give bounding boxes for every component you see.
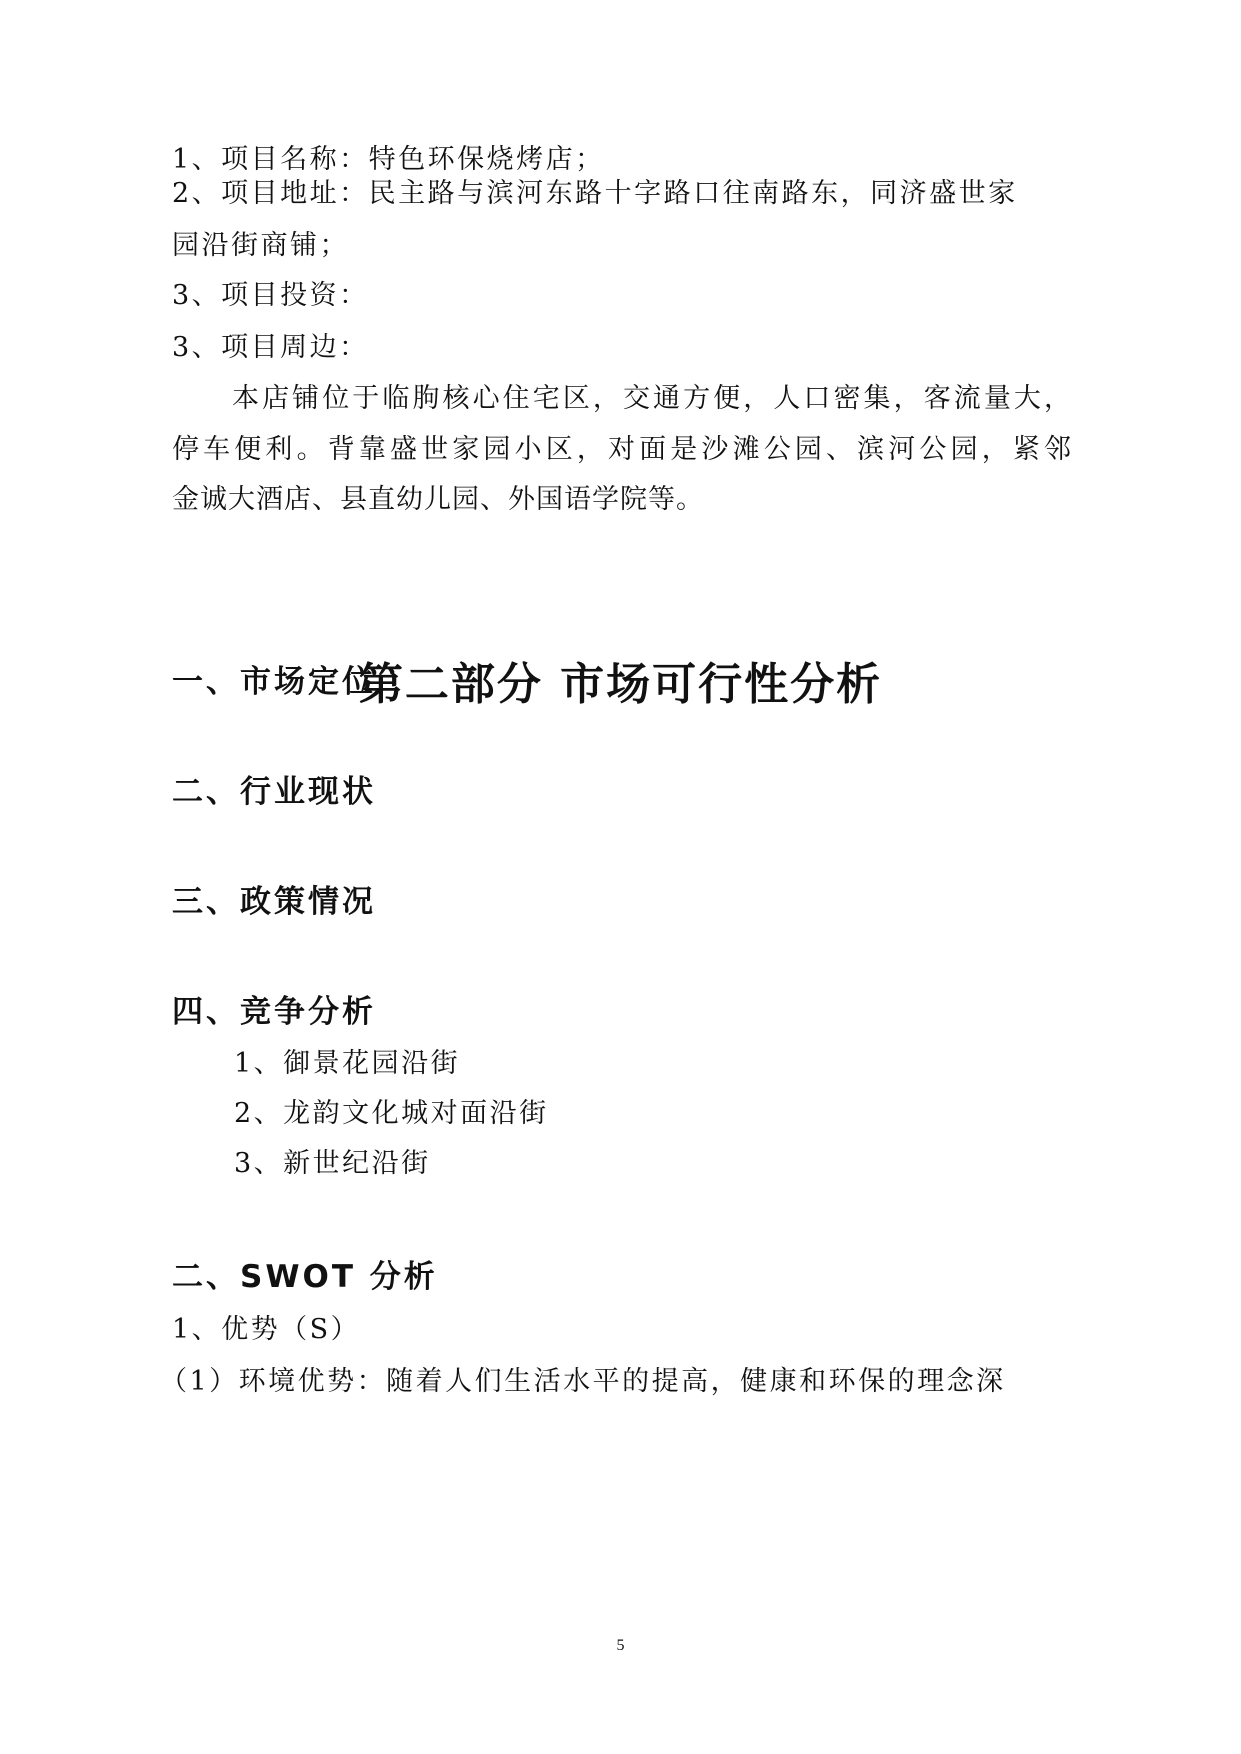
surroundings-paragraph-line-2: 停车便利。背靠盛世家园小区，对面是沙滩公园、滨河公园，紧邻 xyxy=(172,434,1072,465)
competition-item-3: 3、新世纪沿街 xyxy=(234,1148,431,1179)
competition-item-2: 2、龙韵文化城对面沿街 xyxy=(234,1098,549,1129)
strength-item-1: （1）环境优势：随着人们生活水平的提高，健康和环保的理念深 xyxy=(160,1366,1006,1397)
strength-heading: 1、优势（S） xyxy=(172,1314,361,1345)
heading-market-position: 一、市场定位 xyxy=(172,664,376,700)
surroundings-paragraph-line-1: 本店铺位于临朐核心住宅区，交通方便，人口密集，客流量大， xyxy=(232,383,1072,414)
project-address-line-2: 园沿街商铺； xyxy=(172,230,349,261)
competition-item-1: 1、御景花园沿街 xyxy=(234,1048,461,1079)
page-number: 5 xyxy=(616,1637,625,1654)
heading-swot: 二、SWOT 分析 xyxy=(172,1259,438,1295)
heading-competition: 四、竞争分析 xyxy=(172,994,376,1030)
project-address-line-1: 2、项目地址：民主路与滨河东路十字路口往南路东，同济盛世家 xyxy=(172,178,1018,209)
project-investment-line: 3、项目投资： xyxy=(172,280,369,311)
project-name-line: 1、项目名称：特色环保烧烤店； xyxy=(172,144,605,175)
project-surroundings-line: 3、项目周边： xyxy=(172,332,369,363)
surroundings-paragraph-line-3: 金诚大酒店、县直幼儿园、外国语学院等。 xyxy=(172,484,704,515)
heading-industry-status: 二、行业现状 xyxy=(172,774,376,810)
heading-policy: 三、政策情况 xyxy=(172,884,376,920)
part-title: 第二部分 市场可行性分析 xyxy=(358,659,883,710)
